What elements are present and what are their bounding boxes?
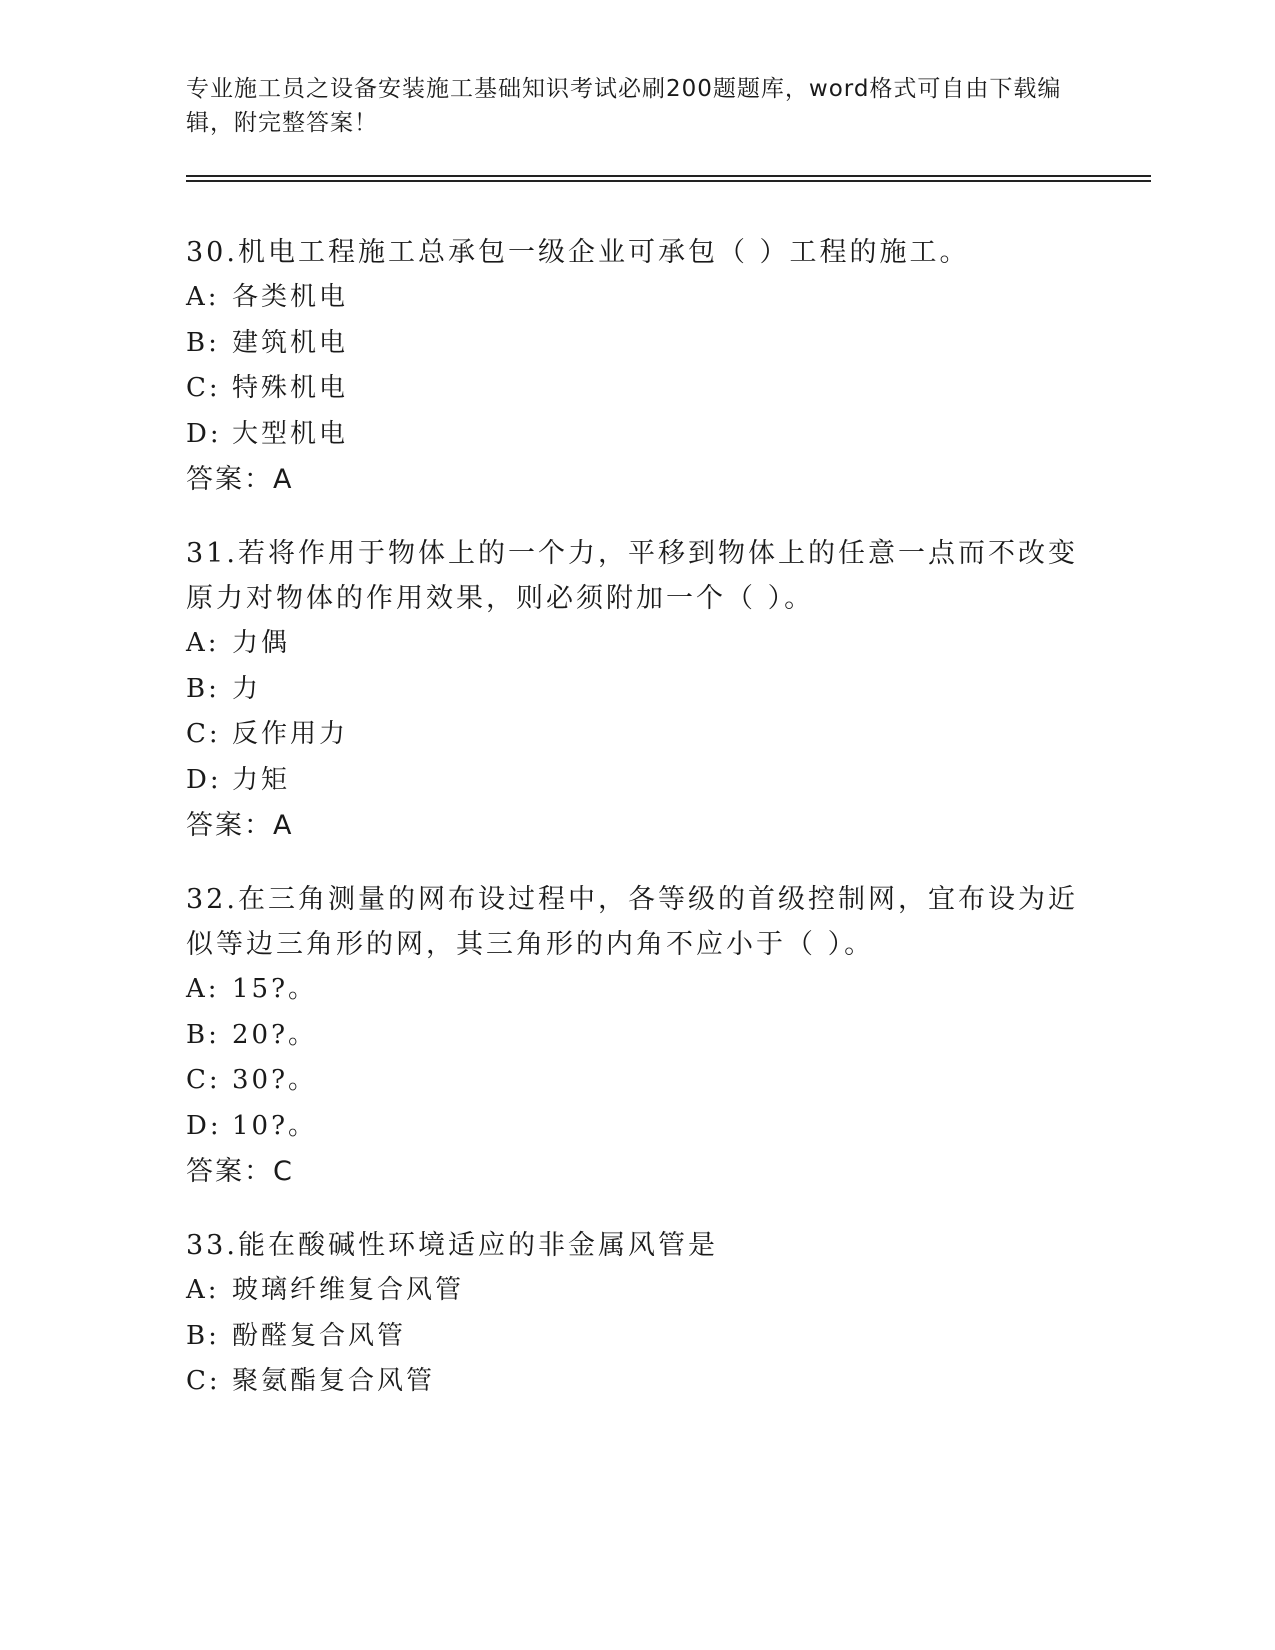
answer-line: 答案：A — [186, 464, 294, 495]
option-text: 聚氨酯复合风管 — [232, 1366, 436, 1396]
option-c — [186, 1359, 1086, 1405]
option-text: 反作用力 — [232, 719, 349, 749]
option-text: 力矩 — [232, 764, 291, 795]
question-stem: 30.机电工程施工总承包一级企业可承包（ ）工程的施工。 — [186, 237, 970, 268]
option-letter: D: — [186, 418, 222, 449]
answer-line: 答案：A — [186, 810, 294, 841]
option-letter: B: — [186, 1019, 220, 1050]
option-letter: A: — [186, 1275, 220, 1305]
option-d — [186, 1104, 1086, 1150]
option-b — [186, 321, 1086, 367]
option-b — [186, 1013, 1086, 1059]
option-letter: C: — [186, 1065, 221, 1095]
question-list — [186, 230, 1086, 1433]
option-text: 建筑机电 — [232, 327, 349, 358]
option-text: 各类机电 — [232, 282, 349, 312]
question-32 — [186, 877, 1086, 1195]
option-text: 30?。 — [232, 1065, 318, 1095]
option-text: 酚醛复合风管 — [232, 1320, 407, 1351]
option-text: 力偶 — [232, 628, 291, 658]
option-letter: C: — [186, 1366, 221, 1396]
question-30 — [186, 230, 1086, 503]
option-text: 20?。 — [232, 1019, 318, 1050]
document-title: 专业施工员之设备安装施工基础知识考试必刷200题题库，word格式可自由下载编辑，附完整答案！ — [186, 76, 1062, 136]
option-b — [186, 667, 1086, 713]
header-rule-top — [186, 175, 1151, 177]
option-letter: D: — [186, 764, 222, 795]
option-a — [186, 275, 1086, 321]
option-a — [186, 1268, 1086, 1314]
question-stem: 32.在三角测量的网布设过程中，各等级的首级控制网，宜布设为近似等边三角形的网，其三角形的内角不应小于（ ）。 — [186, 884, 1078, 960]
option-a — [186, 621, 1086, 667]
option-letter: B: — [186, 327, 220, 358]
option-text: 大型机电 — [232, 418, 349, 449]
option-c — [186, 366, 1086, 412]
question-33 — [186, 1223, 1086, 1405]
option-letter: A: — [186, 628, 220, 658]
header-rule-bottom — [186, 180, 1151, 182]
option-a — [186, 967, 1086, 1013]
option-letter: A: — [186, 282, 220, 312]
option-b — [186, 1314, 1086, 1360]
question-stem: 33.能在酸碱性环境适应的非金属风管是 — [186, 1230, 718, 1261]
option-d — [186, 758, 1086, 804]
option-letter: A: — [186, 974, 220, 1004]
option-letter: B: — [186, 1320, 220, 1351]
option-text: 特殊机电 — [232, 373, 349, 403]
question-stem: 31.若将作用于物体上的一个力，平移到物体上的任意一点而不改变原力对物体的作用效果，则必须附加一个（ ）。 — [186, 538, 1078, 614]
option-c — [186, 712, 1086, 758]
option-d — [186, 412, 1086, 458]
option-letter: C: — [186, 373, 221, 403]
option-text: 15?。 — [232, 974, 318, 1004]
question-31 — [186, 531, 1086, 849]
option-letter: C: — [186, 719, 221, 749]
option-text: 力 — [232, 673, 262, 704]
option-text: 玻璃纤维复合风管 — [232, 1275, 465, 1305]
document-header — [186, 72, 1066, 140]
option-letter: B: — [186, 673, 220, 704]
option-c — [186, 1058, 1086, 1104]
answer-line: 答案：C — [186, 1156, 294, 1187]
option-text: 10?。 — [232, 1110, 318, 1141]
option-letter: D: — [186, 1110, 222, 1141]
